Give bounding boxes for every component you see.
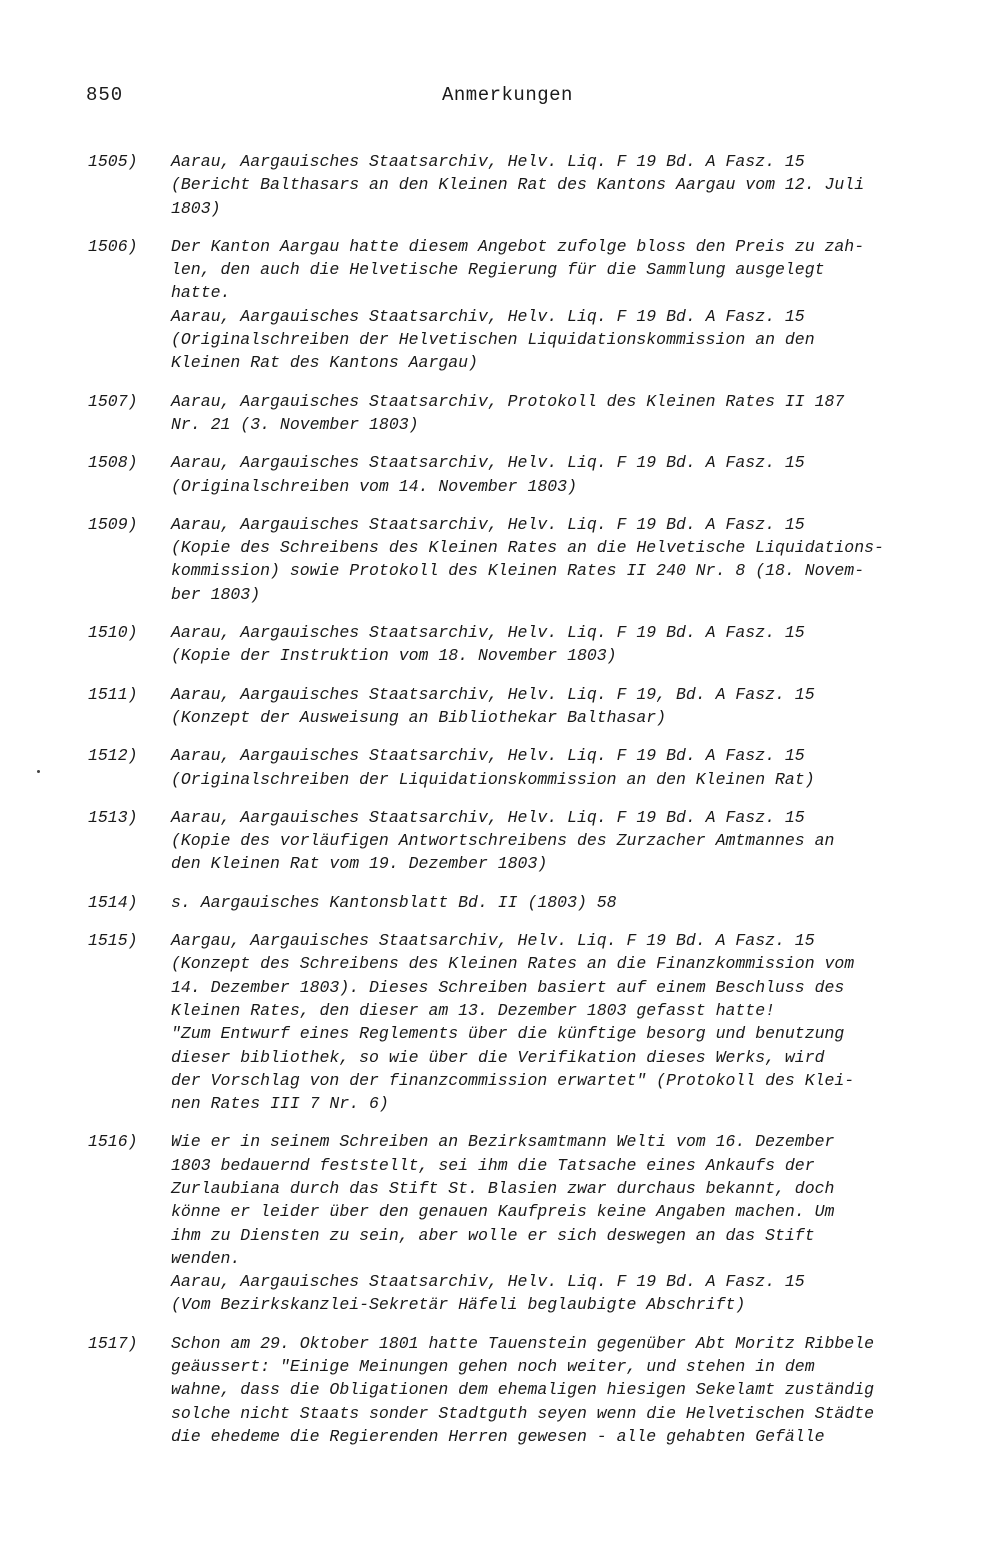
endnote-text bbox=[171, 744, 988, 791]
endnote bbox=[88, 891, 988, 914]
endnote-text bbox=[171, 513, 988, 606]
endnote-line: Aarau, Aargauisches Staatsarchiv, Helv. Liq. F 19 Bd. A Fasz. 15 bbox=[171, 453, 805, 473]
endnote bbox=[88, 929, 988, 1115]
endnote-line: könne er leider über den genauen Kaufpreis keine Angaben machen. Um bbox=[171, 1202, 835, 1222]
endnote-line: Wie er in seinem Schreiben an Bezirksamtmann Welti vom 16. Dezember bbox=[171, 1132, 835, 1152]
endnote-line: (Kopie des vorläufigen Antwortschreibens des Zurzacher Amtmannes an bbox=[171, 831, 835, 851]
endnote-line: solche nicht Staats sonder Stadtguth seyen wenn die Helvetischen Städte bbox=[171, 1403, 875, 1423]
endnote-number: 1508) bbox=[88, 453, 138, 473]
endnote-line: Aarau, Aargauisches Staatsarchiv, Protokoll des Kleinen Rates II 187 bbox=[171, 391, 845, 411]
page-header bbox=[86, 84, 966, 110]
endnote-line: (Konzept der Ausweisung an Bibliothekar Balthasar) bbox=[171, 707, 667, 727]
endnote bbox=[88, 390, 988, 437]
endnote-number: 1505) bbox=[88, 152, 138, 171]
endnote-text bbox=[171, 1332, 988, 1448]
stray-mark bbox=[37, 770, 40, 773]
endnote-line: Kleinen Rates, den dieser am 13. Dezember 1803 gefasst hatte! bbox=[171, 1000, 775, 1020]
endnote bbox=[88, 1332, 988, 1448]
endnote-text bbox=[171, 683, 988, 730]
endnote-line: 1803 bedauernd feststellt, sei ihm die Tatsache eines Ankaufs der bbox=[171, 1155, 815, 1175]
endnote-line: 1803) bbox=[171, 198, 221, 218]
endnote bbox=[88, 744, 988, 791]
endnote-line: Aarau, Aargauisches Staatsarchiv, Helv. Liq. F 19 Bd. A Fasz. 15 bbox=[171, 623, 805, 643]
endnote-text bbox=[171, 1130, 988, 1316]
endnote-line: Aargau, Aargauisches Staatsarchiv, Helv. Liq. F 19 Bd. A Fasz. 15 bbox=[171, 931, 815, 951]
endnote-line: Aarau, Aargauisches Staatsarchiv, Helv. Liq. F 19, Bd. A Fasz. 15 bbox=[171, 684, 815, 704]
endnote-line: "Zum Entwurf eines Reglements über die künftige besorg und benutzung bbox=[171, 1024, 845, 1044]
endnote bbox=[88, 806, 988, 876]
endnote-number: 1514) bbox=[88, 892, 138, 912]
endnote-line: die ehedeme die Regierenden Herren gewesen - alle gehabten Gefälle bbox=[171, 1426, 825, 1446]
endnote bbox=[88, 451, 988, 498]
endnote bbox=[88, 513, 988, 606]
endnote bbox=[88, 1130, 988, 1316]
endnote-line: der Vorschlag von der finanzcommission erwartet" (Protokoll des Klei- bbox=[171, 1070, 855, 1090]
endnote-line: (Bericht Balthasars an den Kleinen Rat des Kantons Aargau vom 12. Juli bbox=[171, 175, 865, 195]
endnote-number: 1509) bbox=[88, 514, 138, 534]
running-title: Anmerkungen bbox=[442, 84, 573, 106]
endnote-text bbox=[171, 451, 988, 498]
endnote-line: (Originalschreiben der Helvetischen Liquidationskommission an den bbox=[171, 330, 815, 350]
endnotes-list bbox=[88, 150, 988, 1463]
endnote-number: 1516) bbox=[88, 1132, 138, 1152]
endnote-line: 14. Dezember 1803). Dieses Schreiben basiert auf einem Beschluss des bbox=[171, 977, 845, 997]
endnote-line: Aarau, Aargauisches Staatsarchiv, Helv. Liq. F 19 Bd. A Fasz. 15 bbox=[171, 746, 805, 766]
endnote-text bbox=[171, 891, 988, 914]
endnote-line: s. Aargauisches Kantonsblatt Bd. II (1803) 58 bbox=[171, 892, 617, 912]
endnote-line: nen Rates III 7 Nr. 6) bbox=[171, 1094, 389, 1114]
endnote-line: Aarau, Aargauisches Staatsarchiv, Helv. Liq. F 19 Bd. A Fasz. 15 bbox=[171, 514, 805, 534]
endnote-line: wenden. bbox=[171, 1248, 241, 1268]
endnote-line: Schon am 29. Oktober 1801 hatte Tauenstein gegenüber Abt Moritz Ribbele bbox=[171, 1333, 875, 1353]
endnote-line: Zurlaubiana durch das Stift St. Blasien zwar durchaus bekannt, doch bbox=[171, 1178, 835, 1198]
endnote-line: (Originalschreiben vom 14. November 1803) bbox=[171, 476, 577, 496]
endnote-text bbox=[171, 806, 988, 876]
endnote-line: hatte. bbox=[171, 283, 231, 303]
endnote-text bbox=[171, 929, 988, 1115]
endnote-line: dieser bibliothek, so wie über die Verifikation dieses Werks, wird bbox=[171, 1047, 825, 1067]
endnote bbox=[88, 621, 988, 668]
endnote-line: Nr. 21 (3. November 1803) bbox=[171, 414, 419, 434]
endnote-line: ber 1803) bbox=[171, 584, 261, 604]
endnote-line: (Konzept des Schreibens des Kleinen Rates an die Finanzkommission vom bbox=[171, 954, 855, 974]
endnote-number: 1511) bbox=[88, 684, 138, 704]
endnote-number: 1515) bbox=[88, 931, 138, 951]
endnote-line: Der Kanton Aargau hatte diesem Angebot zufolge bloss den Preis zu zah- bbox=[171, 236, 865, 256]
endnote-text bbox=[171, 150, 988, 220]
endnote-line: (Originalschreiben der Liquidationskommission an den Kleinen Rat) bbox=[171, 769, 815, 789]
endnote bbox=[88, 683, 988, 730]
endnote-line: Aarau, Aargauisches Staatsarchiv, Helv. Liq. F 19 Bd. A Fasz. 15 bbox=[171, 1272, 805, 1292]
endnote-line: Aarau, Aargauisches Staatsarchiv, Helv. Liq. F 19 Bd. A Fasz. 15 bbox=[171, 306, 805, 326]
endnote-line: Aarau, Aargauisches Staatsarchiv, Helv. Liq. F 19 Bd. A Fasz. 15 bbox=[171, 152, 805, 171]
endnote-number: 1506) bbox=[88, 236, 138, 256]
page-number: 850 bbox=[86, 84, 124, 106]
endnote-line: len, den auch die Helvetische Regierung für die Sammlung ausgelegt bbox=[171, 260, 825, 280]
endnote-line: den Kleinen Rat vom 19. Dezember 1803) bbox=[171, 854, 548, 874]
endnote-line: wahne, dass die Obligationen dem ehemaligen hiesigen Sekelamt zuständig bbox=[171, 1380, 875, 1400]
endnote-text bbox=[171, 390, 988, 437]
endnote-line: kommission) sowie Protokoll des Kleinen Rates II 240 Nr. 8 (18. Novem- bbox=[171, 561, 865, 581]
endnote-text bbox=[171, 621, 988, 668]
endnote-line: (Kopie des Schreibens des Kleinen Rates an die Helvetische Liquidations- bbox=[171, 538, 884, 558]
endnote-line: (Vom Bezirkskanzlei-Sekretär Häfeli beglaubigte Abschrift) bbox=[171, 1295, 746, 1315]
endnote-text bbox=[171, 235, 988, 375]
endnote bbox=[88, 235, 988, 375]
endnote-number: 1513) bbox=[88, 807, 138, 827]
endnote-number: 1512) bbox=[88, 746, 138, 766]
endnote-line: Aarau, Aargauisches Staatsarchiv, Helv. Liq. F 19 Bd. A Fasz. 15 bbox=[171, 807, 805, 827]
endnote-line: geäussert: "Einige Meinungen gehen noch weiter, und stehen in dem bbox=[171, 1357, 815, 1377]
endnote bbox=[88, 150, 988, 220]
endnote-number: 1510) bbox=[88, 623, 138, 643]
endnote-line: (Kopie der Instruktion vom 18. November 1803) bbox=[171, 646, 617, 666]
endnote-number: 1517) bbox=[88, 1333, 138, 1353]
endnote-line: ihm zu Diensten zu sein, aber wolle er sich deswegen an das Stift bbox=[171, 1225, 815, 1245]
endnote-line: Kleinen Rat des Kantons Aargau) bbox=[171, 353, 478, 373]
endnote-number: 1507) bbox=[88, 391, 138, 411]
